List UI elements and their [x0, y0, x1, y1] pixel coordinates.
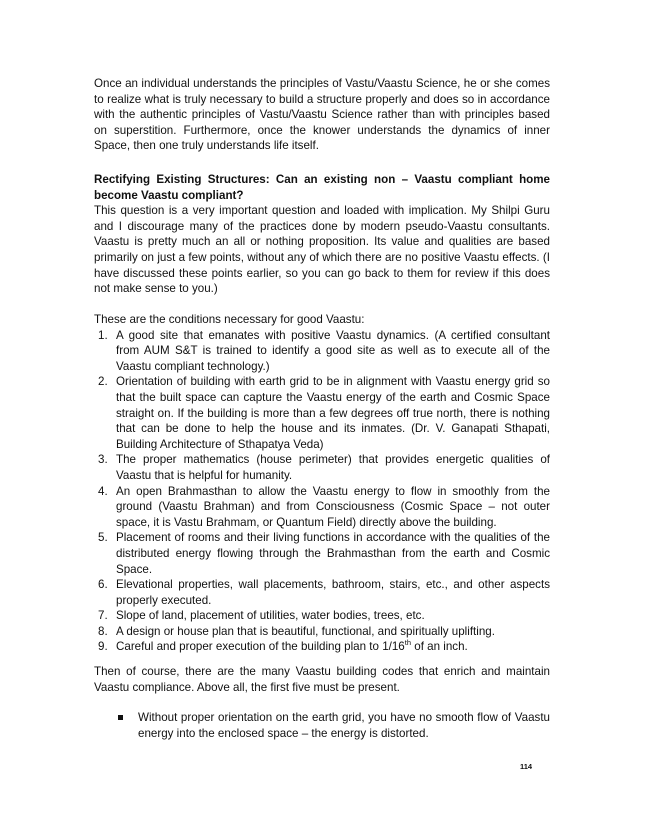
list-item-number: 4. — [98, 484, 108, 498]
list-item-number: 7. — [98, 609, 108, 623]
bullet-list — [116, 710, 550, 741]
list-item-number: 8. — [98, 624, 108, 638]
list-item-text-end: of an inch. — [411, 640, 468, 654]
rectifying-section — [94, 172, 550, 297]
conditions-intro: These are the conditions necessary for good Vaastu: — [94, 313, 365, 326]
list-item — [94, 624, 550, 640]
list-item-number: 2. — [98, 375, 108, 389]
closing-paragraph-block — [94, 664, 550, 695]
section-heading: Rectifying Existing Structures: Can an existing non – Vaastu compliant home become Vaastu compliant? — [94, 173, 550, 202]
list-item — [94, 484, 550, 531]
list-item-text: An open Brahmasthan to allow the Vaastu energy to flow in smoothly from the ground (Vaastu Brahman) and from Consciousness (Cosmic Space – not outer space, it is Vastu Brahmam, or Quantum Field) directly above the building. — [116, 484, 550, 529]
list-item-text: Elevational properties, wall placements, bathroom, stairs, etc., and other aspects properly executed. — [116, 578, 550, 607]
list-item-text: Orientation of building with earth grid to be in alignment with Vaastu energy grid so that the built space can capture the Vaastu energy of the earth and Cosmic Space straight on. If the building is more than a few degrees off true north, there is nothing that can be done to help the house and its inmates. (Dr. V. Ganapati Sthapati, Building Architecture of Sthapatya Veda) — [116, 375, 550, 451]
list-item — [94, 530, 550, 577]
closing-paragraph: Then of course, there are the many Vaastu building codes that enrich and maintain Vaastu compliance. Above all, the first five must be present. — [94, 665, 550, 694]
conditions-section — [94, 312, 550, 655]
list-item-text: Slope of land, placement of utilities, water bodies, trees, etc. — [116, 609, 425, 623]
bullet-text: Without proper orientation on the earth grid, you have no smooth flow of Vaastu energy into the enclosed space – the energy is distorted. — [138, 711, 550, 740]
intro-paragraph: Once an individual understands the principles of Vastu/Vaastu Science, he or she comes to realize what is truly necessary to build a structure properly and does so in accordance with the authentic principles of Vastu/Vaastu Science rather than with principles based on superstition. Furthermore, once the knower understands the dynamics of inner Space, then one truly understands life itself. — [94, 77, 550, 153]
list-item-number: 1. — [98, 328, 108, 342]
square-bullet-icon — [118, 715, 123, 720]
page-number: 114 — [520, 762, 533, 771]
bullet-item — [116, 710, 550, 741]
list-item-number: 6. — [98, 578, 108, 592]
list-item — [94, 639, 550, 655]
list-item — [94, 452, 550, 483]
ordinal-superscript: th — [404, 638, 412, 648]
list-item-number: 5. — [98, 531, 108, 545]
list-item-text: A design or house plan that is beautiful, functional, and spiritually uplifting. — [116, 624, 495, 638]
list-item — [94, 328, 550, 375]
section-paragraph: This question is a very important question and loaded with implication. My Shilpi Guru and I discourage many of the practices done by modern pseudo-Vaastu consultants. Vaastu is pretty much an all or nothing proposition. Its value and qualities are based primarily on just a few points, without any of which there are no positive Vaastu effects. (I have discussed these points earlier, so you can go back to them for review if this does not make sense to you.) — [94, 204, 550, 296]
list-item-number: 3. — [98, 453, 108, 467]
list-item-text: Placement of rooms and their living functions in accordance with the qualities of the distributed energy flowing through the Brahmasthan from the earth and Cosmic Space. — [116, 531, 550, 576]
list-item — [94, 577, 550, 608]
list-item-number: 9. — [98, 640, 108, 654]
list-item — [94, 608, 550, 624]
list-item — [94, 374, 550, 452]
conditions-list — [94, 328, 550, 655]
list-item-text: The proper mathematics (house perimeter) that provides energetic qualities of Vaastu that is helpful for humanity. — [116, 453, 550, 482]
list-item-text: A good site that emanates with positive Vaastu dynamics. (A certified consultant from AUM S&T is trained to identify a good site as well as to execute all of the Vaastu compliant technology.) — [116, 328, 550, 373]
intro-paragraph-block — [94, 76, 550, 154]
list-item-text: Careful and proper execution of the building plan to 1/16 — [116, 640, 405, 654]
